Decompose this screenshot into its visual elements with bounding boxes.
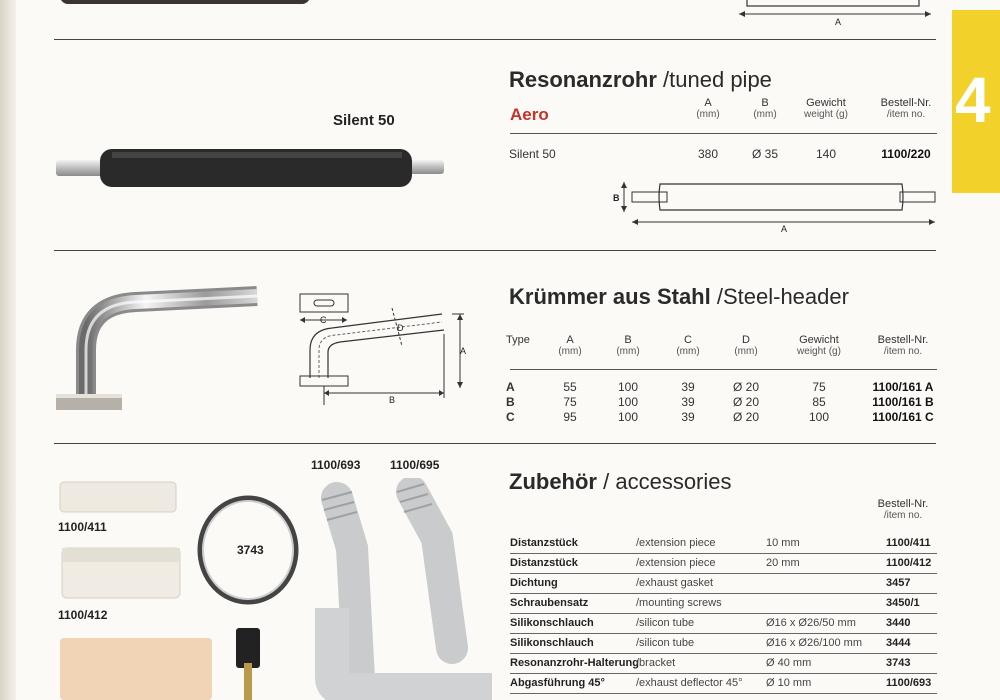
list-item bbox=[510, 613, 937, 634]
col-header-text: A bbox=[566, 334, 574, 346]
col-header-unit: (mm) bbox=[558, 346, 582, 357]
cell-item: 1100/161 A bbox=[872, 380, 934, 394]
list-item bbox=[510, 573, 937, 594]
cell-type: B bbox=[506, 395, 515, 409]
tuned-pipe-title bbox=[509, 67, 772, 93]
cell-de: Silikonschlauch bbox=[510, 637, 594, 649]
row-b: Ø 35 bbox=[751, 147, 778, 161]
top-dim-label: A bbox=[835, 17, 842, 27]
cell-spec: 10 mm bbox=[766, 537, 800, 549]
col-header-unit: (mm) bbox=[696, 109, 720, 120]
col-header-weight bbox=[786, 334, 852, 358]
cell-spec: Ø 40 mm bbox=[766, 657, 812, 669]
cell-de: Abgasführung 45° bbox=[510, 677, 605, 689]
cell-a: 55 bbox=[563, 380, 577, 394]
col-header-text: D bbox=[742, 334, 750, 346]
cell-en: /silicon tube bbox=[636, 617, 695, 629]
cell-item: 1100/161 C bbox=[872, 410, 934, 424]
cell-en: /exhaust deflector 45° bbox=[636, 677, 743, 689]
col-header-a bbox=[685, 97, 731, 121]
cell-item: 1100/412 bbox=[886, 557, 932, 569]
cell-item: 3457 bbox=[886, 577, 911, 589]
top-product-image bbox=[60, 0, 310, 4]
cell-a: 95 bbox=[563, 410, 577, 424]
col-header-unit: (mm) bbox=[753, 109, 777, 120]
dim-label-a: A bbox=[781, 224, 788, 234]
list-item bbox=[510, 673, 937, 694]
cell-spec: Ø 10 mm bbox=[766, 677, 812, 689]
cell-item: 3444 bbox=[886, 637, 911, 649]
col-header-text: Type bbox=[506, 334, 530, 346]
cell-d: Ø 20 bbox=[732, 380, 759, 394]
section-divider bbox=[54, 443, 936, 444]
dim-label-d: D bbox=[397, 323, 404, 333]
accessories-title-de: Zubehör bbox=[509, 469, 597, 494]
col-header-text: Gewicht bbox=[806, 97, 846, 109]
page-binding-edge bbox=[0, 0, 16, 700]
cell-a: 75 bbox=[563, 395, 577, 409]
cell-weight: 100 bbox=[808, 410, 830, 424]
accessories-image bbox=[52, 478, 492, 700]
cell-de: Distanzstück bbox=[510, 537, 578, 549]
col-header-unit: weight (g) bbox=[804, 109, 848, 120]
list-item bbox=[510, 633, 937, 654]
cell-item: 1100/693 bbox=[886, 677, 932, 689]
cell-c: 39 bbox=[681, 410, 695, 424]
dim-label-c: C bbox=[320, 315, 327, 325]
col-header-text: Bestell-Nr. bbox=[877, 498, 929, 510]
cell-en: /silicon tube bbox=[636, 637, 695, 649]
accessories-title bbox=[509, 469, 732, 495]
cell-d: Ø 20 bbox=[732, 410, 759, 424]
accessories-item-header bbox=[864, 498, 942, 522]
dim-label-b: B bbox=[389, 395, 396, 405]
col-header-unit: /item no. bbox=[883, 346, 923, 357]
row-name: Silent 50 bbox=[509, 147, 556, 161]
col-header-text: B bbox=[761, 97, 769, 109]
col-header-text: Bestell-Nr. bbox=[880, 97, 932, 109]
dim-label-a: A bbox=[460, 346, 467, 356]
col-header-weight bbox=[793, 97, 859, 121]
cell-en: /bracket bbox=[636, 657, 676, 669]
col-header-item bbox=[868, 97, 944, 121]
cell-de: Distanzstück bbox=[510, 557, 578, 569]
steel-header-title bbox=[509, 284, 849, 310]
cell-item: 3743 bbox=[886, 657, 911, 669]
tuned-pipe-drawing bbox=[610, 180, 940, 232]
cell-type: C bbox=[506, 410, 515, 424]
cell-b: 100 bbox=[617, 395, 639, 409]
brand-label: Aero bbox=[510, 105, 549, 124]
row-item: 1100/220 bbox=[881, 147, 931, 161]
col-header-unit: (mm) bbox=[734, 346, 758, 357]
col-header-unit: /item no. bbox=[883, 510, 923, 521]
cell-type: A bbox=[506, 380, 515, 394]
cell-item: 1100/411 bbox=[886, 537, 931, 549]
col-header-unit: (mm) bbox=[676, 346, 700, 357]
cell-de: Silikonschlauch bbox=[510, 617, 594, 629]
steel-header-title-en: /Steel-header bbox=[716, 284, 849, 309]
dim-label-b: B bbox=[613, 193, 620, 203]
cell-en: /extension piece bbox=[636, 557, 716, 569]
col-header-text: Bestell-Nr. bbox=[877, 334, 929, 346]
table-header-rule bbox=[510, 133, 937, 134]
list-item bbox=[510, 533, 937, 554]
steel-header-image bbox=[52, 280, 262, 415]
col-header-text: Gewicht bbox=[799, 334, 839, 346]
cell-spec: Ø16 x Ø26/100 mm bbox=[766, 637, 862, 649]
image-label-1100-693: 1100/693 bbox=[311, 458, 361, 472]
table-header-rule bbox=[510, 369, 937, 370]
col-header-item bbox=[864, 334, 942, 358]
cell-d: Ø 20 bbox=[732, 395, 759, 409]
tuned-pipe-title-en: /tuned pipe bbox=[663, 67, 772, 92]
tuned-pipe-title-de: Resonanzrohr bbox=[509, 67, 657, 92]
cell-spec: 20 mm bbox=[766, 557, 800, 569]
cell-en: /exhaust gasket bbox=[636, 577, 714, 589]
cell-en: /mounting screws bbox=[636, 597, 722, 609]
col-header-c bbox=[668, 334, 708, 358]
cell-en: /extension piece bbox=[636, 537, 716, 549]
col-header-b bbox=[742, 97, 788, 121]
cell-c: 39 bbox=[681, 380, 695, 394]
cell-de: Dichtung bbox=[510, 577, 558, 589]
tuned-pipe-image bbox=[52, 140, 452, 190]
image-label-1100-695: 1100/695 bbox=[390, 458, 440, 472]
product-label: Silent 50 bbox=[333, 112, 395, 129]
col-header-b bbox=[608, 334, 648, 358]
cell-b: 100 bbox=[617, 380, 639, 394]
cell-weight: 85 bbox=[812, 395, 826, 409]
section-divider bbox=[54, 250, 936, 251]
cell-item: 1100/161 B bbox=[872, 395, 934, 409]
cell-b: 100 bbox=[617, 410, 639, 424]
cell-c: 39 bbox=[681, 395, 695, 409]
row-weight: 140 bbox=[815, 147, 837, 161]
cell-de: Resonanzrohr-Halterung bbox=[510, 657, 639, 669]
col-header-a bbox=[550, 334, 590, 358]
accessories-title-en: / accessories bbox=[603, 469, 732, 494]
col-header-unit: weight (g) bbox=[797, 346, 841, 357]
steel-header-drawing bbox=[292, 290, 472, 410]
steel-header-title-de: Krümmer aus Stahl bbox=[509, 284, 711, 309]
cell-de: Schraubensatz bbox=[510, 597, 589, 609]
cell-item: 3440 bbox=[886, 617, 911, 629]
section-divider bbox=[54, 39, 936, 40]
cell-weight: 75 bbox=[812, 380, 826, 394]
col-header-text: A bbox=[704, 97, 712, 109]
col-header-unit: (mm) bbox=[616, 346, 640, 357]
col-header-text: C bbox=[684, 334, 692, 346]
col-header-d bbox=[726, 334, 766, 358]
list-item bbox=[510, 653, 937, 674]
image-label-1100-412: 1100/412 bbox=[58, 608, 108, 622]
col-header-type bbox=[506, 334, 540, 346]
image-label-1100-411: 1100/411 bbox=[58, 520, 107, 534]
top-dimension-drawing bbox=[735, 0, 935, 32]
col-header-text: B bbox=[624, 334, 632, 346]
col-header-unit: /item no. bbox=[886, 109, 926, 120]
cell-spec: Ø16 x Ø26/50 mm bbox=[766, 617, 856, 629]
page-tab-number: 4 bbox=[955, 64, 991, 136]
image-label-3743: 3743 bbox=[237, 543, 264, 557]
cell-item: 3450/1 bbox=[886, 597, 920, 609]
list-item bbox=[510, 553, 937, 574]
row-a: 380 bbox=[697, 147, 719, 161]
list-item bbox=[510, 593, 937, 614]
